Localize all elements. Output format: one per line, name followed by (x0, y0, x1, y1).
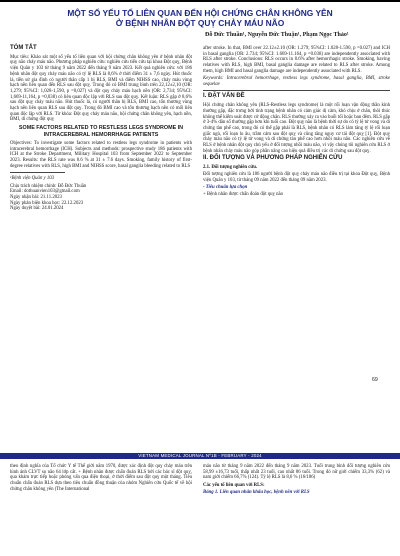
section-divider (203, 90, 390, 91)
english-title: SOME FACTORS RELATED TO RESTLESS LEGS SYNDROME IN INTRACEREBRAL HEMORRHAGE PATIENTS (18, 125, 184, 138)
bottom-left-body: theo định nghĩa của Tổ chức Y tế Thế giới năm 1970, được xác định đột quỵ chảy máu trên hình ảnh CLVT sọ não 64 lớp cắt. + Bệnh nhân được chẩn đoán RLS bởi các bác sĩ đột quỵ, qua khám trực tiếp hoặc phỏng vấn qua điện thoại, ở thời điểm sau đột quỵ một tháng. Tiêu chuẩn chẩn đoán RLS dựa theo tiêu chuẩn đồng thuận của nhóm Nghiên cứu Quốc tế về hội chứng chân không yên (The International (10, 464, 192, 492)
title-line-2: Ở BỆNH NHÂN ĐỘT QUỴ CHẢY MÁU NÃO (115, 18, 285, 28)
summary-body: Objectives: To investigate some factors related to restless legs syndrome in patients with intracerebral hemorrhage (ICH). Subjects and methods: prospective study 186 patients with ICH at the Stroke Department, Military Hospital 103 from September 2022 to September 2023. Results: the RLS rate was 8.6 % at 31 ± 7.6 days. Smoking, family history of first-degree relatives with RLS, high BMI and NIHSS score, basal ganglia bleeding related to RLS (10, 140, 192, 169)
section-1-heading: I. ĐẶT VẤN ĐỀ (203, 93, 245, 100)
footnote-line: Ngày phản biện khoa học: 22.12.2023 (10, 200, 84, 206)
footnote-line: Email: dothuanvien103@gmail.com (10, 189, 80, 195)
bottom-right-column (203, 464, 390, 497)
section-1-body: Hội chứng chân không yên (RLS-Restless legs syndrome) là một rối loạn vận động thần kinh thường gặp, đặc trưng bởi tình trạng bệnh nhân có cảm giác dị cảm, khó chịu ở chân, thôi thúc không thể kiểm soát được cử động chân. RLS thường xảy ra vào buổi tối hoặc ban đêm. RLS gặp ở 3-4% dân số thường gặp hơn khi tuổi cao. Đột quỵ não là bệnh thời sự do có tỷ lệ tử vong và di chứng tàn phế cao, trong đó có thể gặp phải là RLS, bệnh nhân có RLS làm tăng tỷ lệ rối loạn giấc ngủ, rối loạn lo âu, trầm cảm sau đột quỵ và cũng tăng nguy cơ tái đột quỵ [1]. Đột quỵ chảy máu não có tỷ lệ tử vong và di chứng tàn phế cao hơn nhồi máu não. Các nghiên cứu về RLS ở bệnh nhân đột quỵ chủ yếu ở đối tượng nhồi máu não, vì vậy chúng tôi nghiên cứu RLS ở bệnh nhân chảy máu não góp phần nâng cao hiệu quả điều trị các di chứng sau đột quỵ. (203, 103, 390, 154)
footnote-divider (10, 172, 65, 173)
abstract-heading: TÓM TẮT (10, 45, 37, 51)
keywords: Keywords: Intracerebral hemorrhage, restless legs syndrome, basal ganglia, BMI, stroke sequelae (203, 76, 390, 87)
footnote-line: Ngày duyệt bài: 24.01.2024 (10, 206, 64, 212)
summary-continued: after stroke. In that, BMI over 22.12±2.10 (OR: 1.279; 95%CI: 1.028-1.590, p =0.027) and ICH in basal ganglia (OR: 2.734; 95%CI: 1.669-11.164, p =0.038) are independently associated with RLS after stroke. Conclusions: RLS occurs in 8.6% after hemorrhagic stroke. Smoking, having relatives with RLS, high BMI, basal ganglia damage are related to RLS after stroke. Among them, high BMI and basal ganglia damage are independently associated with RLS. (203, 46, 390, 74)
author-list: Đỗ Đức Thuần¹, Nguyễn Đức Thuận¹, Phạm Ngọc Thảo¹ (205, 32, 349, 38)
abstract-body: Mục tiêu: Khảo sát một số yếu tố liên quan với hội chứng chân không yên ở bệnh nhân đột quỵ não chảy máu não. Phương pháp nghiên cứu: nghiên cứu tiến cứu tại khoa Đột quỵ, Bệnh viện Quân y 103 từ tháng 9 năm 2022 đến tháng 9 năm 2023. Kết quả nghiên cứu: với 186 bệnh nhân đột quỵ chảy máu não có tỷ lệ RLS là 8,6% ở thời điểm 31 ± 7,6 ngày. Hút thuốc lá, tiền sử gia đình có người thân cấp 1 bị RLS, BMI và điểm NIHSS cao, chảy máu vùng hạch nền liên quan đến RLS sau đột quỵ. Trong đó có BMI trung bình trên 22,12±2,10 (OR: 1,279; 95%CI: 1,028-1,590, p =0,027) và đột quỵ chảy máu hạch nền (OR: 2,734; 95%CI: 1,669-11,164, p =0,038) có liên quan độc lập với RLS sau đột quỵ. Kết luận: RLS gặp ở 8,6% sau đột quỵ chảy máu não. Hút thuốc lá, có người thân bị RLS, BMI cao, tổn thương vùng hạch nền liên quan RLS sau đột quỵ. Trong đó BMI cao và tổn thương hạch nền có mối liên quan độc lập với RLS. Từ khóa: Đột quỵ chảy máu não, hội chứng chân không yên, hạch nền, BMI, di chứng đột quỵ (10, 54, 192, 123)
criteria-body: + Bệnh nhân được chẩn đoán đột quỵ não (203, 192, 284, 198)
footnote-affiliation: ¹Bệnh viện Quân y 103 (10, 176, 55, 182)
bottom-left-column (10, 464, 192, 494)
article-title (0, 8, 400, 28)
top-rule (0, 0, 400, 2)
section-2-subheading: 2.1. Đối tượng nghiên cứu. (203, 165, 258, 171)
section-2-body: Đối tượng nghiên cứu là 186 người bệnh đột quỵ chảy máu não điều trị tại khoa Đột quỵ, Bệnh viện Quân y 103, từ tháng 09 năm 2022 đến tháng 09 năm 2023. (203, 172, 390, 184)
right-column (203, 46, 390, 200)
footnote-line: Chịu trách nhiệm chính: Đỗ Đức Thuần (10, 183, 87, 189)
title-line-1: MỘT SỐ YẾU TỐ LIÊN QUAN ĐẾN HỘI CHỨNG CHÂN KHÔNG YÊN (67, 8, 333, 18)
bottom-right-body: máu não từ tháng 9 năm 2022 đến tháng 9 năm 2023. Tuổi trung bình đối tượng nghiên cứu 58,99 ±16,73 tuổi, thấp nhất 23 tuổi, cao nhất 86 tuổi. Trong đó nữ giới chiếm 33,3% (62) và nam giới chiếm 66,7% (124). Tỷ lệ RLS là 8,6 % (16/186) (203, 464, 390, 481)
section-2-heading: II. ĐỐI TƯỢNG VÀ PHƯƠNG PHÁP NGHIÊN CỨU (203, 155, 343, 162)
journal-footer: VIETNAM MEDICAL JOURNAL Nº1B - FEBRUARY - 2024 (138, 453, 262, 458)
criteria-heading: - Tiêu chuẩn lựa chọn (203, 185, 248, 191)
factors-heading: Các yếu tố liên quan với RLS: (203, 482, 265, 488)
footnote-line: Ngày nhận bài: 21.11.2023 (10, 195, 62, 201)
page-number: 69 (372, 377, 378, 383)
table-caption: Bảng 1. Liên quan nhân khẩu học, bệnh nền với RLS (203, 489, 310, 495)
left-column (10, 46, 192, 212)
